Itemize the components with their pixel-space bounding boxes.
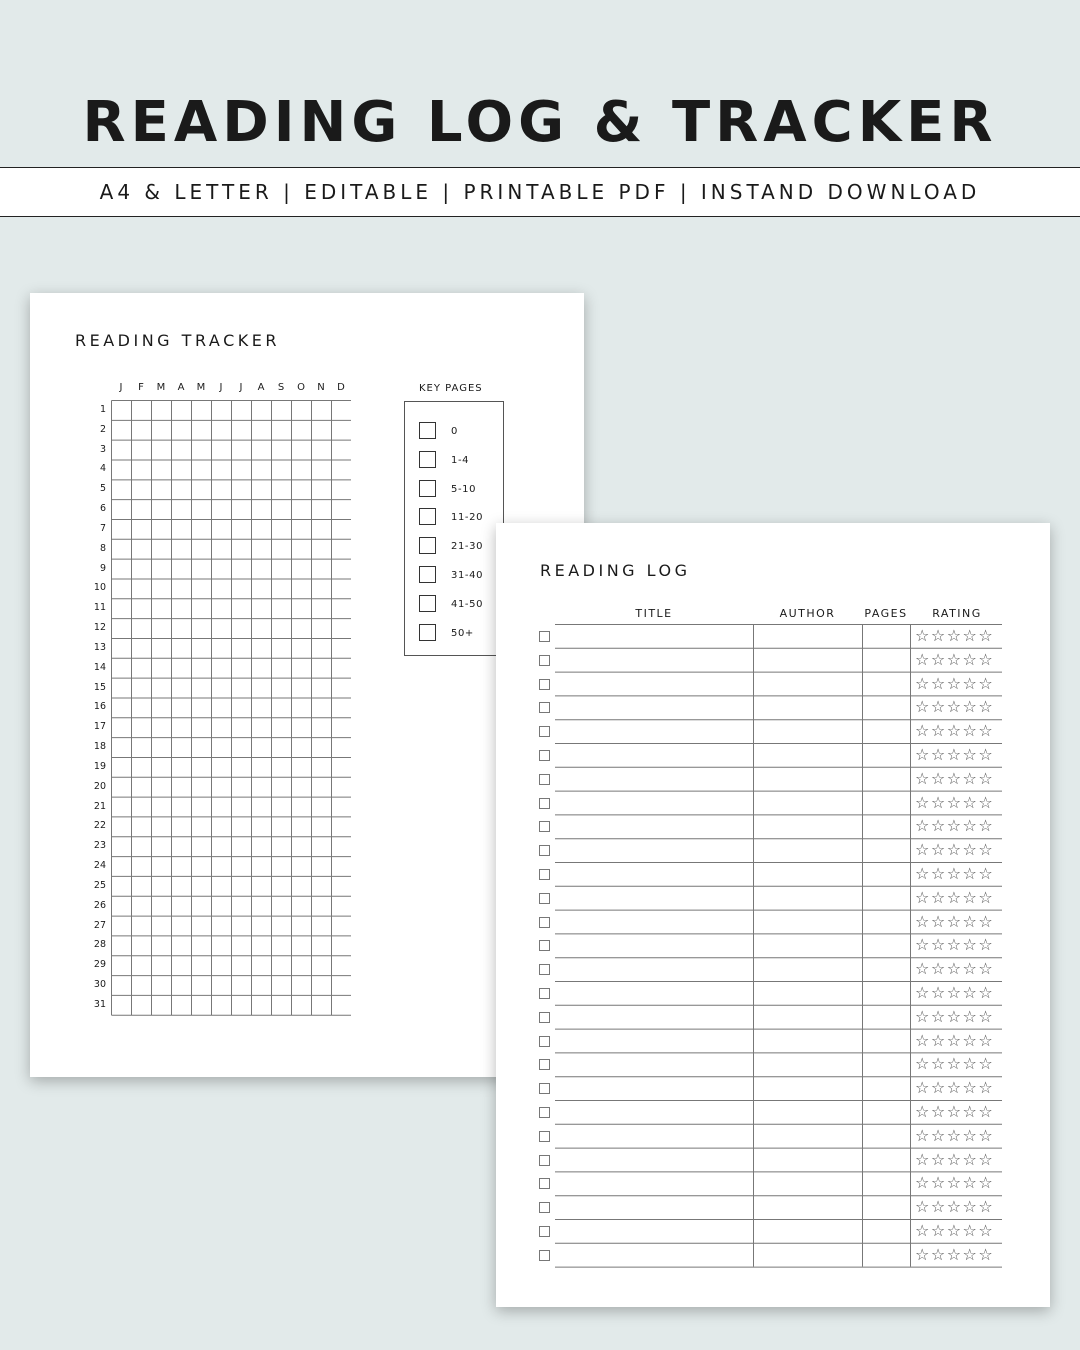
rating-stars[interactable]: ☆☆☆☆☆ (915, 1221, 995, 1240)
column-header-author: AUTHOR (779, 607, 836, 620)
rating-stars[interactable]: ☆☆☆☆☆ (915, 673, 995, 693)
day-label: 30 (93, 979, 106, 991)
row-checkbox[interactable] (539, 845, 550, 856)
rating-stars[interactable]: ☆☆☆☆☆ (915, 959, 995, 979)
row-checkbox[interactable] (539, 1178, 550, 1189)
month-label: A (257, 382, 265, 393)
key-label: 31-40 (451, 570, 484, 581)
rating-stars[interactable]: ☆☆☆☆☆ (915, 887, 995, 907)
day-label: 22 (93, 820, 106, 832)
key-checkbox[interactable] (419, 451, 436, 468)
row-checkbox[interactable] (539, 1083, 550, 1094)
tracker-grid[interactable] (111, 400, 351, 1016)
rating-stars[interactable]: ☆☆☆☆☆ (915, 1030, 995, 1050)
row-checkbox[interactable] (539, 1131, 550, 1142)
key-label: 1-4 (451, 454, 470, 466)
day-label: 11 (93, 602, 106, 614)
row-checkbox[interactable] (539, 750, 550, 761)
day-label: 27 (93, 919, 106, 931)
day-label: 25 (93, 879, 106, 891)
month-label: A (177, 382, 185, 393)
log-title: READING LOG (540, 561, 691, 580)
row-checkbox[interactable] (539, 679, 550, 690)
key-label: 21-30 (451, 541, 484, 553)
row-checkbox[interactable] (539, 964, 550, 975)
rating-stars[interactable]: ☆☆☆☆☆ (915, 840, 995, 860)
day-label: 1 (99, 404, 106, 415)
row-checkbox[interactable] (539, 702, 550, 713)
key-label: 11-20 (451, 512, 484, 524)
row-checkbox[interactable] (539, 940, 550, 951)
rating-stars[interactable]: ☆☆☆☆☆ (915, 1125, 995, 1145)
day-label: 10 (93, 582, 106, 594)
row-checkbox[interactable] (539, 726, 550, 737)
row-checkbox[interactable] (539, 821, 550, 832)
rating-stars[interactable]: ☆☆☆☆☆ (915, 1173, 995, 1193)
subtitle: A4 & LETTER | EDITABLE | PRINTABLE PDF | INSTAND DOWNLOAD (99, 180, 981, 204)
row-checkbox[interactable] (539, 893, 550, 904)
rating-stars[interactable]: ☆☆☆☆☆ (915, 1054, 995, 1074)
row-checkbox[interactable] (539, 1107, 550, 1118)
column-header-title: TITLE (635, 607, 673, 620)
day-label: 16 (93, 701, 106, 713)
month-label: J (119, 382, 123, 393)
day-label: 28 (93, 939, 106, 951)
rating-stars[interactable]: ☆☆☆☆☆ (915, 626, 995, 645)
rating-stars[interactable]: ☆☆☆☆☆ (915, 935, 995, 955)
reading-log-sheet (496, 523, 1050, 1307)
row-checkbox[interactable] (539, 917, 550, 928)
day-label: 4 (99, 463, 106, 475)
day-label: 20 (93, 780, 106, 792)
page-title: READING LOG & TRACKER (82, 90, 998, 155)
day-label: 23 (93, 840, 106, 852)
rating-stars[interactable]: ☆☆☆☆☆ (915, 697, 995, 717)
key-pages-title: KEY PAGES (419, 383, 483, 394)
month-label: J (239, 382, 243, 393)
month-label: M (196, 382, 206, 393)
row-checkbox[interactable] (539, 655, 550, 666)
rating-stars[interactable]: ☆☆☆☆☆ (915, 1006, 995, 1026)
key-label: 0 (451, 426, 458, 437)
column-header-pages: PAGES (864, 607, 908, 620)
key-checkbox[interactable] (419, 508, 436, 525)
row-checkbox[interactable] (539, 1155, 550, 1166)
row-checkbox[interactable] (539, 1059, 550, 1070)
day-label: 5 (99, 483, 106, 495)
subtitle-bar (0, 167, 1080, 217)
month-label: N (317, 382, 325, 393)
day-label: 12 (93, 622, 106, 634)
day-label: 2 (99, 423, 106, 435)
row-checkbox[interactable] (539, 798, 550, 809)
rating-stars[interactable]: ☆☆☆☆☆ (915, 911, 995, 931)
day-label: 29 (93, 959, 106, 971)
key-label: 50+ (451, 627, 474, 639)
month-label: S (277, 382, 285, 393)
rating-stars[interactable]: ☆☆☆☆☆ (915, 1078, 995, 1098)
day-label: 8 (99, 542, 106, 554)
rating-stars[interactable]: ☆☆☆☆☆ (915, 792, 995, 812)
day-label: 3 (99, 443, 106, 455)
rating-stars[interactable]: ☆☆☆☆☆ (915, 1102, 995, 1121)
month-label: J (219, 382, 223, 393)
day-label: 26 (93, 899, 106, 911)
key-checkbox[interactable] (419, 624, 436, 641)
key-checkbox[interactable] (419, 566, 436, 583)
rating-stars[interactable]: ☆☆☆☆☆ (915, 649, 995, 669)
day-label: 13 (93, 641, 106, 653)
key-checkbox[interactable] (419, 480, 436, 497)
rating-stars[interactable]: ☆☆☆☆☆ (915, 768, 995, 788)
day-label: 19 (93, 760, 106, 772)
day-label: 18 (93, 741, 106, 753)
rating-stars[interactable]: ☆☆☆☆☆ (915, 721, 995, 741)
month-label: F (138, 382, 144, 393)
month-label: D (337, 382, 345, 393)
key-checkbox[interactable] (419, 422, 436, 439)
day-label: 6 (99, 503, 106, 515)
month-label: O (297, 382, 305, 393)
day-label: 21 (93, 800, 106, 812)
day-label: 15 (93, 681, 106, 693)
rating-stars[interactable]: ☆☆☆☆☆ (915, 1149, 995, 1169)
key-pages-box (404, 401, 504, 656)
day-label: 7 (99, 522, 106, 534)
row-checkbox[interactable] (539, 869, 550, 880)
rating-stars[interactable]: ☆☆☆☆☆ (915, 1197, 995, 1217)
month-label: M (156, 382, 166, 393)
day-label: 14 (93, 661, 106, 673)
day-label: 31 (93, 998, 106, 1010)
key-checkbox[interactable] (419, 595, 436, 612)
key-label: 41-50 (451, 598, 484, 610)
row-checkbox[interactable] (539, 1226, 550, 1237)
row-checkbox[interactable] (539, 631, 550, 642)
row-checkbox[interactable] (539, 774, 550, 785)
row-checkbox[interactable] (539, 1036, 550, 1047)
rating-stars[interactable]: ☆☆☆☆☆ (915, 745, 995, 764)
row-checkbox[interactable] (539, 1202, 550, 1213)
day-label: 17 (93, 721, 106, 733)
row-checkbox[interactable] (539, 1012, 550, 1023)
key-checkbox[interactable] (419, 537, 436, 554)
rating-stars[interactable]: ☆☆☆☆☆ (915, 983, 995, 1002)
day-label: 24 (93, 860, 106, 872)
rating-stars[interactable]: ☆☆☆☆☆ (915, 816, 995, 836)
tracker-title: READING TRACKER (75, 331, 280, 350)
rating-stars[interactable]: ☆☆☆☆☆ (915, 1244, 995, 1264)
column-header-rating: RATING (932, 607, 982, 620)
rating-stars[interactable]: ☆☆☆☆☆ (915, 864, 995, 883)
row-checkbox[interactable] (539, 988, 550, 999)
row-checkbox[interactable] (539, 1250, 550, 1261)
day-label: 9 (99, 562, 106, 574)
key-label: 5-10 (451, 483, 477, 495)
